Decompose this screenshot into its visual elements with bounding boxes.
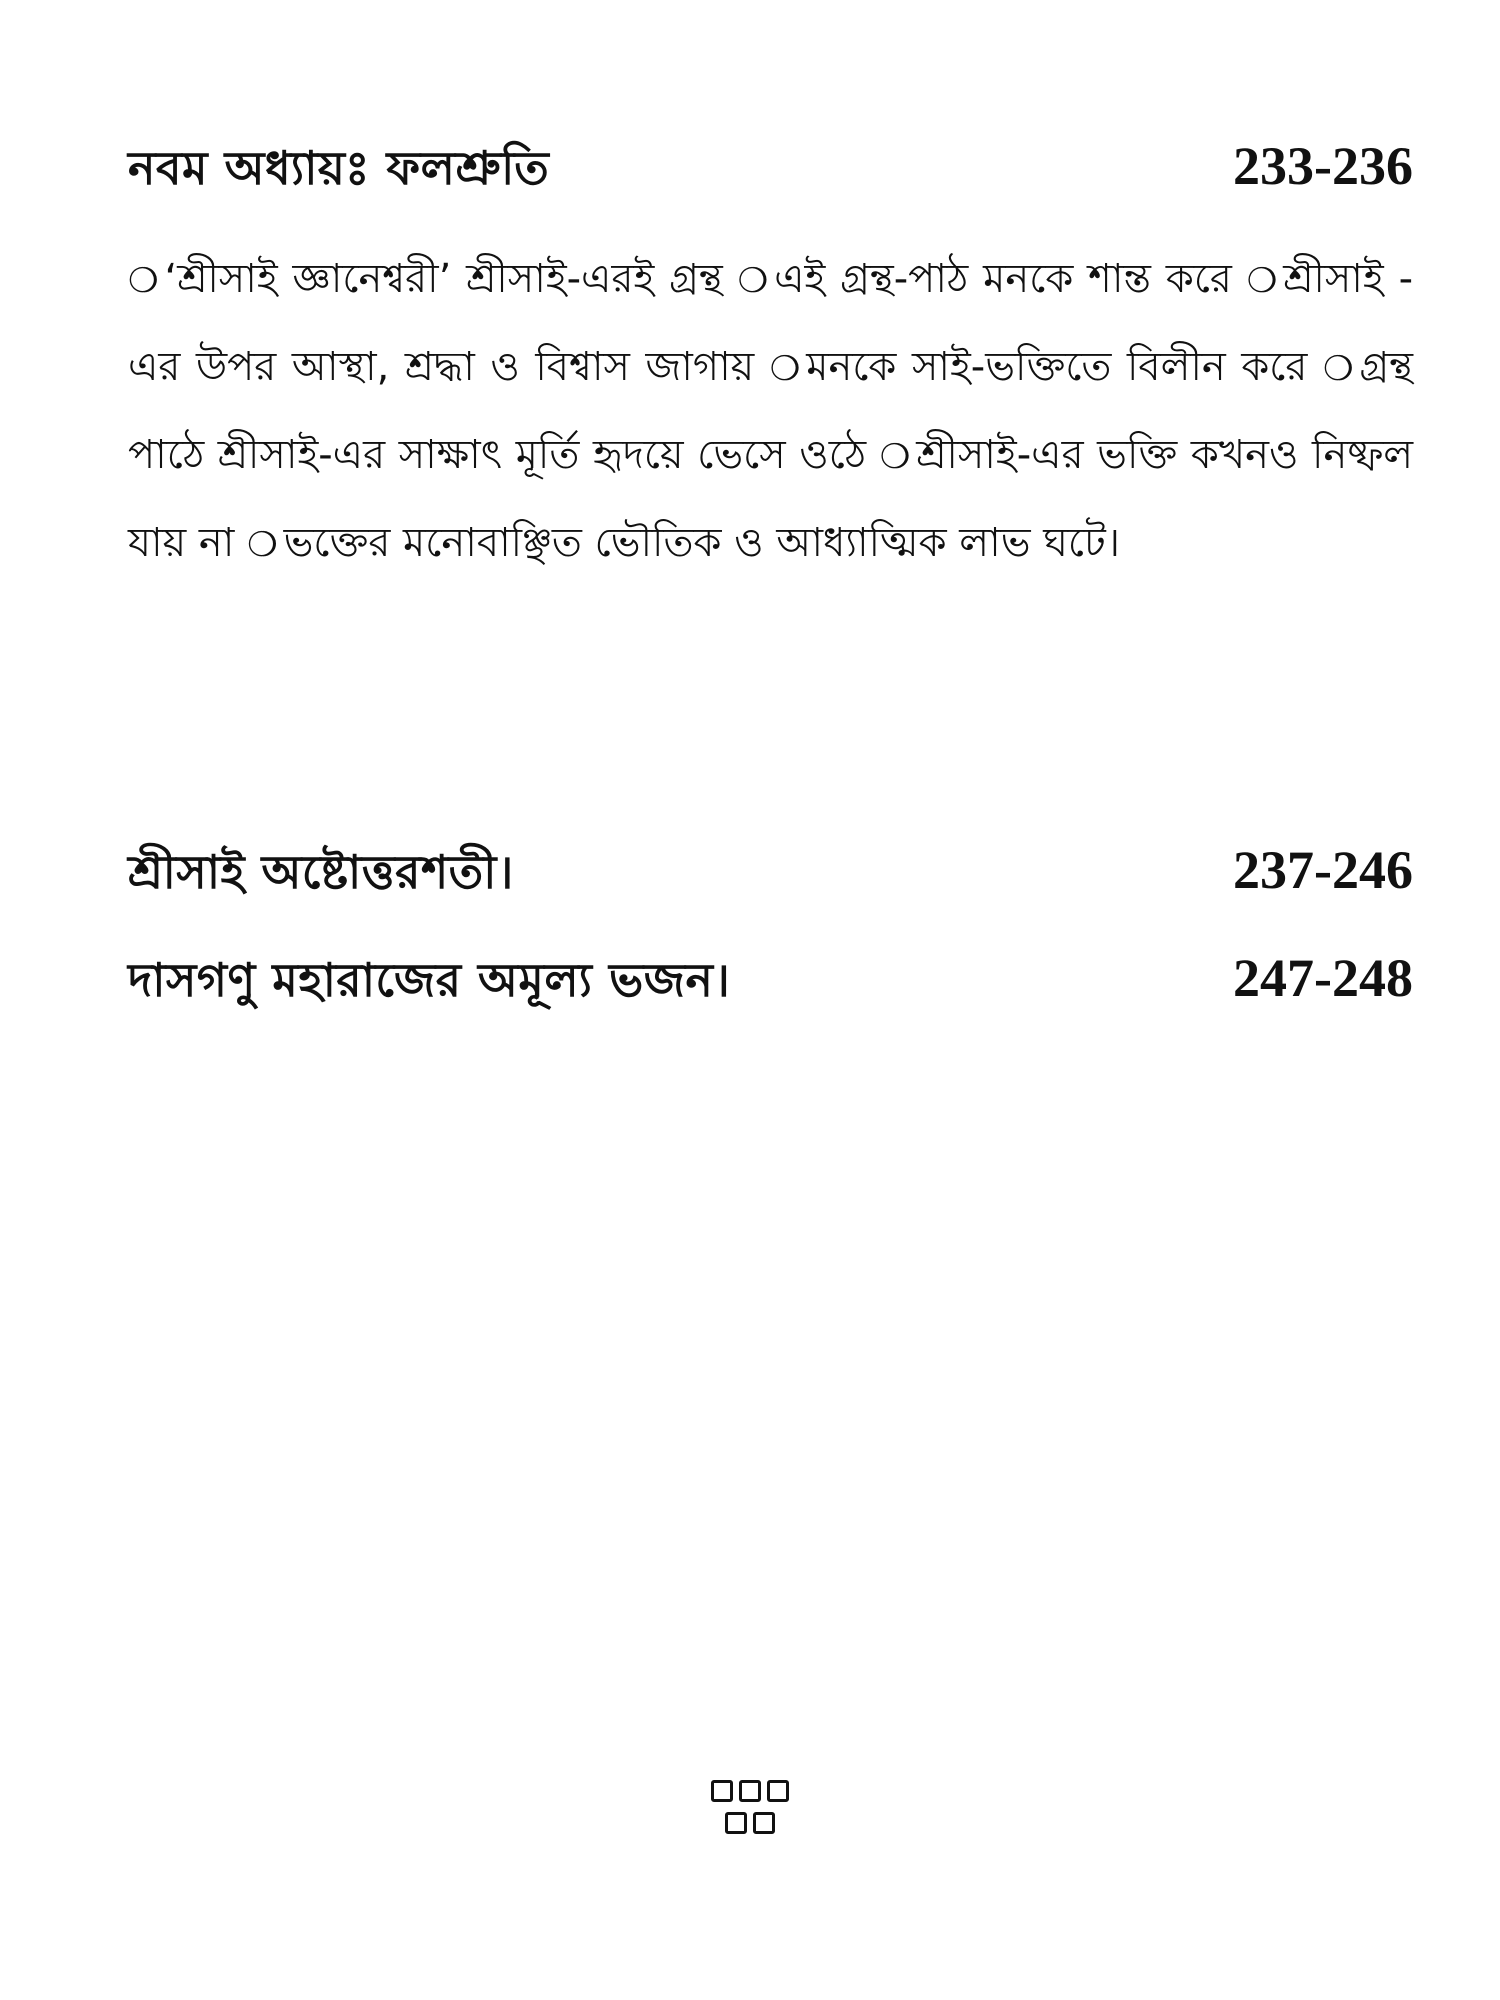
summary-point: মনকে সাই-ভক্তিতে বিলীন করে <box>806 344 1308 390</box>
circle-bullet-icon: ❍ <box>128 261 159 301</box>
toc-entry-pages: 247-248 <box>1233 948 1413 1008</box>
chapter-summary <box>128 236 1413 588</box>
circle-bullet-icon: ❍ <box>1246 261 1278 301</box>
ornament-row <box>711 1780 789 1802</box>
summary-point: ভক্তের মনোবাঞ্ছিত ভৌতিক ও আধ্যাত্মিক লাভ ঘটে। <box>283 520 1121 566</box>
summary-point: গ্রন্থ পাঠে শ্রীসাই-এর সাক্ষাৎ মূর্তি হৃদয়ে ভেসে ওঠে <box>128 344 1413 478</box>
square-icon <box>753 1812 775 1834</box>
circle-bullet-icon: ❍ <box>1322 349 1354 389</box>
summary-point: ‘শ্রীসাই জ্ঞানেশ্বরী’ শ্রীসাই-এরই গ্রন্থ <box>164 256 723 302</box>
circle-bullet-icon: ❍ <box>247 525 278 565</box>
square-icon <box>725 1812 747 1834</box>
square-icon <box>711 1780 733 1802</box>
toc-entry-pages: 237-246 <box>1233 840 1413 900</box>
circle-bullet-icon: ❍ <box>769 349 801 389</box>
summary-point: এই গ্রন্থ-পাঠ মনকে শান্ত করে <box>774 256 1232 302</box>
square-boxes-ornament-icon <box>0 1780 1500 1834</box>
toc-entry-pages: 233-236 <box>1233 136 1413 196</box>
toc-entry-title: শ্রীসাই অষ্টোত্তরশতী। <box>128 845 514 899</box>
toc-entry-title: দাসগণু মহারাজের অমূল্য ভজন। <box>128 953 731 1007</box>
toc-entry <box>128 134 1413 210</box>
ornament-row <box>725 1812 775 1834</box>
toc-entry <box>128 838 1413 914</box>
circle-bullet-icon: ❍ <box>737 261 769 301</box>
circle-bullet-icon: ❍ <box>879 437 911 477</box>
summary-point: শ্রীসাই - এর উপর আস্থা, শ্রদ্ধা ও বিশ্বাস জাগায় <box>128 256 1413 390</box>
toc-entry <box>128 946 1413 1022</box>
summary-point: শ্রীসাই-এর ভক্তি কখনও নিষ্ফল যায় না <box>128 432 1414 566</box>
toc-entry-title: নবম অধ্যায়ঃ ফলশ্রুতি <box>128 141 550 195</box>
square-icon <box>767 1780 789 1802</box>
square-icon <box>739 1780 761 1802</box>
